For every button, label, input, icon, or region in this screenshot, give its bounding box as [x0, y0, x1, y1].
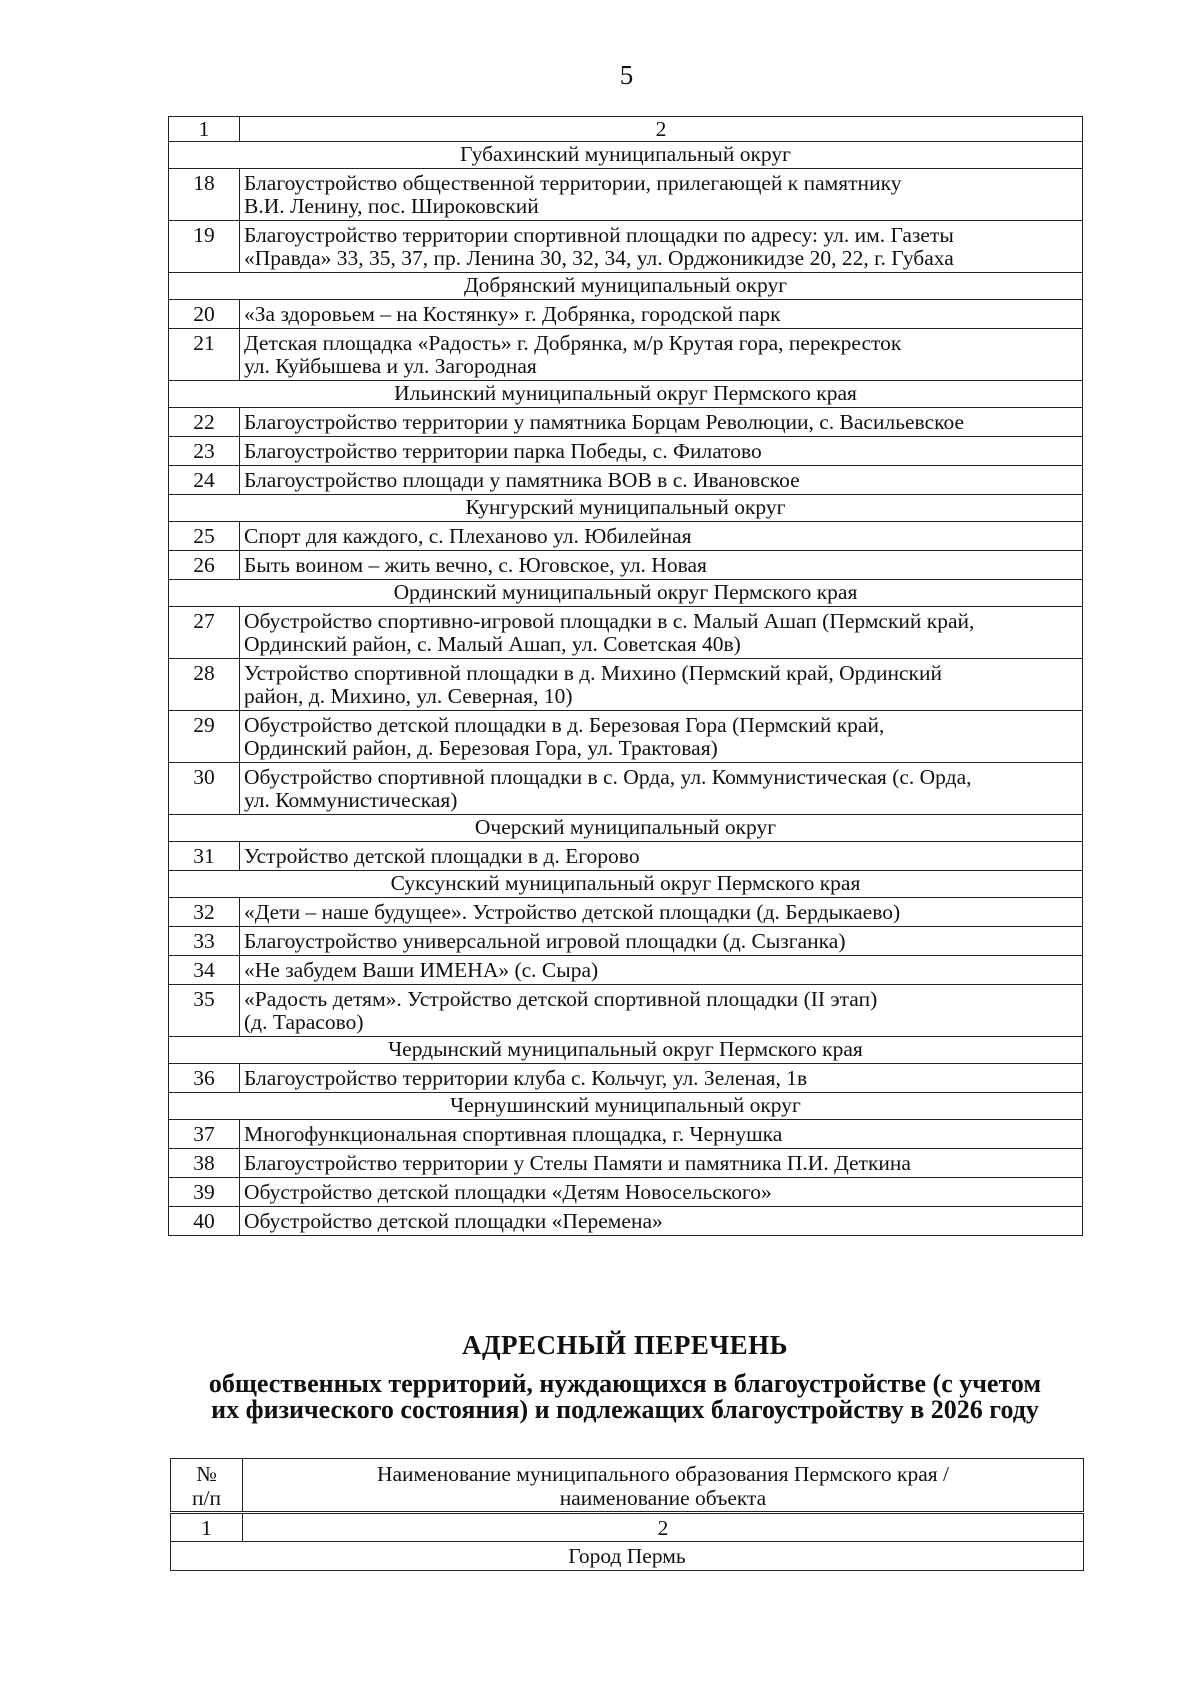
column-number-2: 2	[240, 117, 1083, 142]
table-row	[169, 842, 1083, 871]
section-row	[171, 1542, 1084, 1571]
column-number-2: 2	[243, 1513, 1084, 1542]
object-name	[240, 1178, 1083, 1207]
page-number: 5	[619, 60, 634, 90]
column-number-1: 1	[169, 117, 240, 142]
table-row	[169, 437, 1083, 466]
addresses-table-header	[171, 1459, 1084, 1513]
row-number: 26	[169, 551, 240, 580]
section-title: Очерский муниципальный округ	[169, 815, 1083, 842]
section-title: Губахинский муниципальный округ	[169, 142, 1083, 169]
object-name	[240, 408, 1083, 437]
table-row	[169, 221, 1083, 273]
object-name	[240, 659, 1083, 711]
object-name-line: Спорт для каждого, с. Плеханово ул. Юбилейная	[244, 524, 692, 548]
section-row	[169, 815, 1083, 842]
row-number: 31	[169, 842, 240, 871]
object-name-line: Обустройство детской площадки «Детям Новосельского»	[244, 1180, 772, 1204]
row-number: 30	[169, 763, 240, 815]
row-number: 28	[169, 659, 240, 711]
row-number: 33	[169, 927, 240, 956]
object-name-line: «Не забудем Ваши ИМЕНА» (с. Сыра)	[244, 958, 599, 982]
table-row	[169, 1064, 1083, 1093]
row-number: 23	[169, 437, 240, 466]
document-heading: АДРЕСНЫЙ ПЕРЕЧЕНЬ	[461, 1330, 789, 1360]
object-name-line: «Радость детям». Устройство детской спортивной площадки (II этап)	[244, 987, 878, 1011]
row-number: 19	[169, 221, 240, 273]
object-name-line: Многофункциональная спортивная площадка, г. Чернушка	[244, 1122, 783, 1146]
section-row	[169, 580, 1083, 607]
object-name	[240, 551, 1083, 580]
object-name-line: Обустройство спортивно-игровой площадки в с. Малый Ашап (Пермский край,	[244, 609, 975, 633]
section-title: Добрянский муниципальный округ	[169, 273, 1083, 300]
subheading-line-1: общественных территорий, нуждающихся в благоустройстве (с учетом	[208, 1369, 1042, 1398]
object-name-line: ул. Куйбышева и ул. Загородная	[244, 354, 537, 378]
object-name-line: «За здоровьем – на Костянку» г. Добрянка, городской парк	[244, 302, 781, 326]
object-name	[240, 927, 1083, 956]
row-number: 29	[169, 711, 240, 763]
row-number: 21	[169, 329, 240, 381]
row-number: 39	[169, 1178, 240, 1207]
table-row	[169, 522, 1083, 551]
row-number: 20	[169, 300, 240, 329]
object-name	[240, 221, 1083, 273]
table-row	[169, 169, 1083, 221]
object-name-line: Ординский район, с. Малый Ашап, ул. Советская 40в)	[244, 632, 741, 656]
table-row	[169, 1149, 1083, 1178]
section-title: Ординский муниципальный округ Пермского края	[169, 580, 1083, 607]
object-name	[240, 607, 1083, 659]
object-name-line: Обустройство спортивной площадки в с. Орда, ул. Коммунистическая (с. Орда,	[244, 765, 972, 789]
object-name-line: Благоустройство площади у памятника ВОВ в с. Ивановское	[244, 468, 800, 492]
table-row	[169, 927, 1083, 956]
object-name-line: Быть воином – жить вечно, с. Юговское, ул. Новая	[244, 553, 707, 577]
object-name-line: Обустройство детской площадки в д. Березовая Гора (Пермский край,	[244, 713, 885, 737]
row-number: 27	[169, 607, 240, 659]
table-row	[169, 1178, 1083, 1207]
object-name-line: Благоустройство территории у Стелы Памяти и памятника П.И. Деткина	[244, 1151, 911, 1175]
section-row	[169, 273, 1083, 300]
header-name-cell	[243, 1459, 1084, 1513]
section-row	[169, 495, 1083, 522]
object-name	[240, 1064, 1083, 1093]
document-subheading	[160, 1371, 1090, 1423]
table-row	[169, 985, 1083, 1037]
object-name	[240, 169, 1083, 221]
section-row	[169, 381, 1083, 408]
object-name	[240, 985, 1083, 1037]
header-name-line-1: Наименование муниципального образования Пермского края /	[376, 1462, 950, 1486]
object-name-line: В.И. Ленину, пос. Широковский	[244, 194, 539, 218]
row-number: 36	[169, 1064, 240, 1093]
table-row	[169, 300, 1083, 329]
table-row	[169, 898, 1083, 927]
table-row	[169, 1120, 1083, 1149]
table-row	[169, 466, 1083, 495]
row-number: 40	[169, 1207, 240, 1236]
object-name-line: Ординский район, д. Березовая Гора, ул. Трактовая)	[244, 736, 718, 760]
object-name	[240, 437, 1083, 466]
column-number-row	[169, 117, 1083, 142]
object-name-line: Устройство спортивной площадки в д. Михино (Пермский край, Ординский	[244, 661, 943, 685]
row-number: 35	[169, 985, 240, 1037]
object-name-line: Благоустройство общественной территории, прилегающей к памятнику	[244, 171, 902, 195]
objects-table-body	[169, 117, 1083, 1236]
row-number: 38	[169, 1149, 240, 1178]
section-title: Город Пермь	[171, 1542, 1084, 1571]
header-name-line-2: наименование объекта	[559, 1486, 767, 1510]
section-title: Ильинский муниципальный округ Пермского края	[169, 381, 1083, 408]
section-title: Кунгурский муниципальный округ	[169, 495, 1083, 522]
row-number: 25	[169, 522, 240, 551]
object-name-line: Благоустройство территории парка Победы, с. Филатово	[244, 439, 762, 463]
row-number: 22	[169, 408, 240, 437]
object-name	[240, 466, 1083, 495]
table-row	[169, 956, 1083, 985]
table-row	[169, 763, 1083, 815]
row-number: 24	[169, 466, 240, 495]
addresses-table	[170, 1458, 1084, 1571]
subheading-line-2: их физического состояния) и подлежащих благоустройству в 2026 году	[211, 1395, 1039, 1424]
section-title: Суксунский муниципальный округ Пермского края	[169, 871, 1083, 898]
object-name-line: Детская площадка «Радость» г. Добрянка, м/р Крутая гора, перекресток	[244, 331, 902, 355]
object-name-line: Благоустройство территории у памятника Борцам Революции, с. Васильевское	[244, 410, 965, 434]
object-name-line: Обустройство детской площадки «Перемена»	[244, 1209, 663, 1233]
object-name-line: «Правда» 33, 35, 37, пр. Ленина 30, 32, 34, ул. Орджоникидзе 20, 22, г. Губаха	[244, 246, 954, 270]
object-name	[240, 300, 1083, 329]
row-number: 37	[169, 1120, 240, 1149]
object-name-line: район, д. Михино, ул. Северная, 10)	[244, 684, 573, 708]
object-name	[240, 898, 1083, 927]
object-name-line: Устройство детской площадки в д. Егорово	[244, 844, 640, 868]
table-row	[169, 711, 1083, 763]
object-name	[240, 1120, 1083, 1149]
header-number-line-2: п/п	[192, 1486, 221, 1510]
object-name	[240, 1149, 1083, 1178]
object-name	[240, 763, 1083, 815]
table-row	[169, 607, 1083, 659]
section-row	[169, 1037, 1083, 1064]
object-name-line: Благоустройство территории клуба с. Кольчуг, ул. Зеленая, 1в	[244, 1066, 808, 1090]
table-row	[169, 408, 1083, 437]
section-row	[169, 871, 1083, 898]
column-number-1: 1	[171, 1513, 243, 1542]
object-name-line: Благоустройство универсальной игровой площадки (д. Сызганка)	[244, 929, 846, 953]
object-name	[240, 522, 1083, 551]
object-name-line: ул. Коммунистическая)	[244, 788, 458, 812]
object-name-line: «Дети – наше будущее». Устройство детской площадки (д. Бердыкаево)	[244, 900, 901, 924]
object-name	[240, 329, 1083, 381]
objects-table-continued	[168, 116, 1083, 1236]
row-number: 34	[169, 956, 240, 985]
object-name	[240, 842, 1083, 871]
object-name-line: Благоустройство территории спортивной площадки по адресу: ул. им. Газеты	[244, 223, 954, 247]
section-title: Чердынский муниципальный округ Пермского края	[169, 1037, 1083, 1064]
table-row	[169, 551, 1083, 580]
section-row	[169, 1093, 1083, 1120]
table-row	[169, 659, 1083, 711]
section-title: Чернушинский муниципальный округ	[169, 1093, 1083, 1120]
row-number: 18	[169, 169, 240, 221]
table-row	[169, 329, 1083, 381]
header-number-line-1: №	[196, 1462, 217, 1486]
table-row	[169, 1207, 1083, 1236]
object-name	[240, 711, 1083, 763]
header-number-cell	[171, 1459, 243, 1513]
object-name-line: (д. Тарасово)	[244, 1010, 364, 1034]
object-name	[240, 956, 1083, 985]
section-row	[169, 142, 1083, 169]
object-name	[240, 1207, 1083, 1236]
row-number: 32	[169, 898, 240, 927]
column-number-row	[171, 1513, 1084, 1542]
